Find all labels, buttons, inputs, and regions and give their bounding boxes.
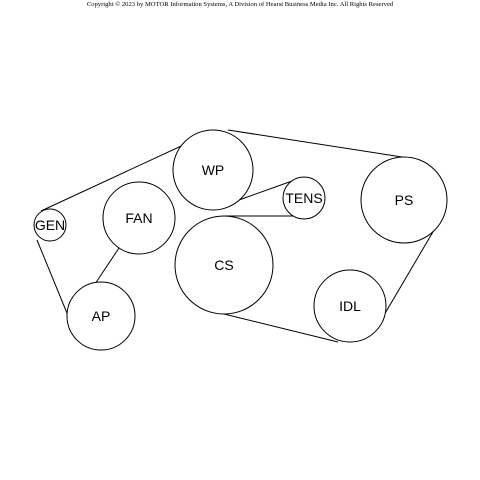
pulley-ps [361,157,447,243]
pulley-label-cs: CS [214,257,234,273]
pulley-label-wp: WP [201,162,225,178]
pulley-label-tens: TENS [285,190,323,206]
pulley-fan [103,182,175,254]
pulley-ap [67,282,135,350]
belt-segment-ap-gen [37,240,69,318]
belt-segment-wp-ps [228,130,402,157]
pulley-idl [314,270,386,342]
pulley-gen [34,209,66,241]
pulley-label-fan: FAN [125,210,153,226]
pulley-label-ap: AP [91,308,111,324]
pulley-label-gen: GEN [34,217,66,233]
copyright-notice: Copyright © 2023 by MOTOR Information Systems, A Division of Hearst Business Media Inc. All Rights Reserved [86,1,394,8]
pulley-cs [175,216,273,314]
pulley-wp [173,130,253,210]
pulley-label-idl: IDL [339,298,361,314]
pulley-label-ps: PS [394,192,414,208]
pulley-tens [283,177,325,219]
